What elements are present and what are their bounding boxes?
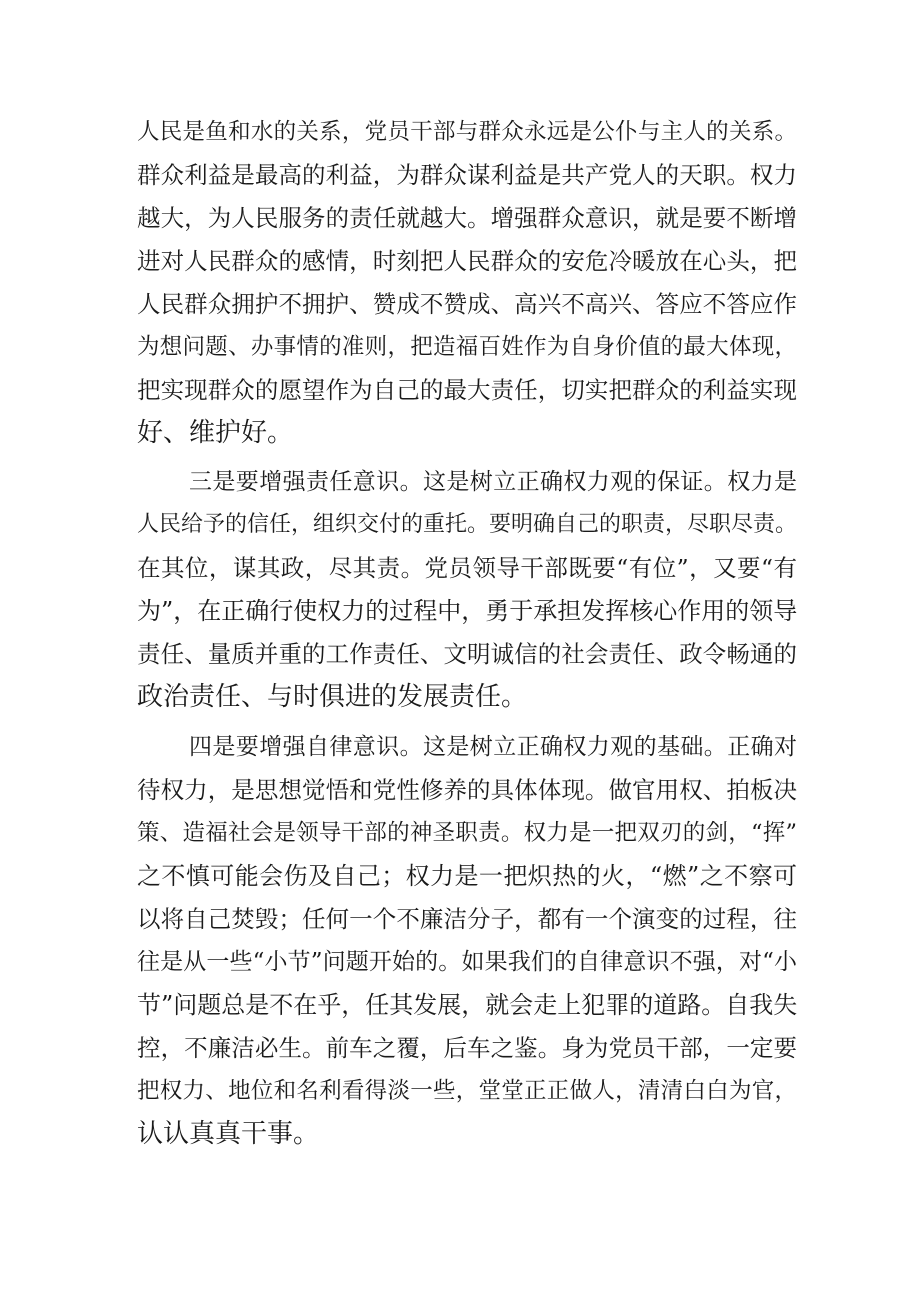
text-line: 群众利益是最高的利益，为群众谋利益是共产党人的天职。权力 — [137, 161, 797, 189]
text-line: 三是要增强责任意识。这是树立正确权力观的保证。权力是 — [189, 469, 797, 495]
text-line: 政治责任、与时俱进的发展责任。 — [137, 682, 528, 712]
text-line: 为想问题、办事情的准则，把造福百姓作为自身价值的最大体现， — [137, 334, 797, 360]
text-line: 人民是鱼和水的关系，党员干部与群众永远是公仆与主人的关系。 — [137, 119, 797, 145]
text-line: 人民群众拥护不拥护、赞成不赞成、高兴不高兴、答应不答应作 — [137, 290, 797, 318]
text-line: 往是从一些“小节”问题开始的。如果我们的自律意识不强，对“小 — [137, 949, 797, 975]
text-line: 把权力、地位和名利看得淡一些，堂堂正正做人，清清白白为官， — [137, 1078, 797, 1104]
text-line: 待权力，是思想觉悟和党性修养的具体体现。做官用权、拍板决 — [137, 776, 797, 804]
text-line: 责任、量质并重的工作责任、文明诚信的社会责任、政令畅通的 — [137, 640, 797, 668]
text-line: 策、造福社会是领导干部的神圣职责。权力是一把双刃的剑，“挥” — [137, 820, 797, 846]
text-line: 把实现群众的愿望作为自己的最大责任，切实把群众的利益实现 — [137, 376, 797, 404]
text-line: 以将自己焚毁；任何一个不廉洁分子，都有一个演变的过程，往 — [137, 905, 797, 933]
text-line: 为”，在正确行使权力的过程中，勇于承担发挥核心作用的领导 — [137, 597, 798, 625]
text-line: 节”问题总是不在乎，任其发展，就会走上犯罪的道路。自我失 — [137, 991, 798, 1019]
text-line: 控，不廉洁必生。前车之覆，后车之鉴。身为党员干部，一定要 — [137, 1034, 797, 1062]
text-line: 进对人民群众的感情，时刻把人民群众的安危冷暖放在心头，把 — [137, 247, 797, 275]
text-line: 认认真真干事。 — [137, 1119, 320, 1149]
text-line: 好、维护好。 — [137, 418, 294, 448]
text-line: 人民给予的信任，组织交付的重托。要明确自己的职责，尽职尽责。 — [137, 512, 798, 537]
text-line: 四是要增强自律意识。这是树立正确权力观的基础。正确对 — [189, 734, 797, 760]
text-line: 越大，为人民服务的责任就越大。增强群众意识，就是要不断增 — [137, 204, 797, 232]
text-line: 在其位，谋其政，尽其责。党员领导干部既要“有位”，又要“有 — [137, 554, 797, 582]
text-line: 之不慎可能会伤及自己；权力是一把炽热的火，“燃”之不察可 — [137, 862, 797, 890]
